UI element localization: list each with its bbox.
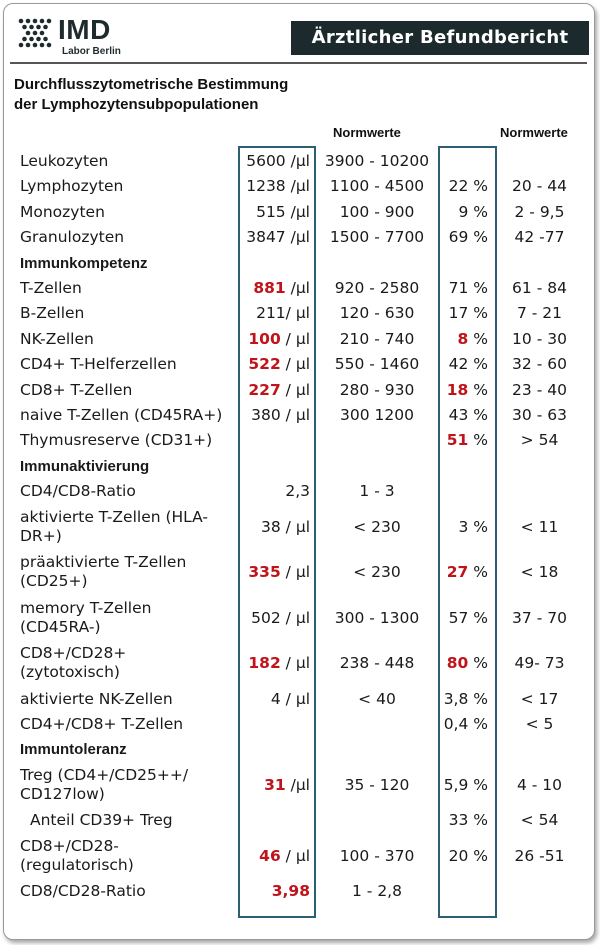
absolute-norm: 238 - 448 <box>339 654 415 673</box>
absolute-norm: 1 - 3 <box>359 482 395 501</box>
percent-value-text: % <box>468 563 488 582</box>
percent-value-text: % <box>468 654 488 673</box>
absolute-value-unit: / µl <box>280 355 310 374</box>
absolute-norm: 1100 - 4500 <box>329 177 425 196</box>
percent-norm: 26 -51 <box>514 846 565 865</box>
absolute-value-unit: / µl <box>280 563 310 582</box>
percent-norm: 10 - 30 <box>512 329 567 348</box>
absolute-value-number: 38 <box>261 517 281 536</box>
absolute-value-number: 5600 <box>246 152 286 170</box>
percent-norm: < 5 <box>525 715 554 733</box>
percent-value-text: 3,8 % <box>443 689 488 708</box>
percent-norm: 61 - 84 <box>512 279 567 297</box>
percent-value-text: % <box>468 329 488 348</box>
percent-value-number: 18 <box>446 380 469 399</box>
absolute-value <box>230 406 310 425</box>
absolute-value-unit: / µl <box>280 654 310 673</box>
percent-norm: 37 - 70 <box>512 608 567 627</box>
absolute-value-number: 3,98 <box>271 882 310 901</box>
absolute-value-number: 380 <box>251 406 281 424</box>
absolute-value-unit: / µl <box>280 329 310 348</box>
row-label: Lymphozyten <box>20 177 124 196</box>
absolute-value <box>230 690 310 709</box>
percent-value <box>436 406 488 425</box>
row-label: Monozyten <box>20 202 105 221</box>
absolute-norm: 280 - 930 <box>339 380 415 399</box>
absolute-value-unit: / µl <box>280 380 310 399</box>
absolute-norm: < 230 <box>353 563 401 582</box>
absolute-value-unit: /µl <box>285 202 310 221</box>
percent-value-text: 43 % <box>448 406 488 424</box>
absolute-norm: 120 - 630 <box>339 304 415 323</box>
percent-norm: 49- 73 <box>514 654 565 673</box>
column-header-norm-percent: Normwerte <box>500 125 568 140</box>
absolute-value-number: 502 <box>251 608 281 627</box>
absolute-value-number: 1238 <box>246 177 286 196</box>
percent-norm: < 18 <box>520 563 559 582</box>
percent-norm: 23 - 40 <box>512 380 567 399</box>
column-header-norm-absolute: Normwerte <box>333 125 401 140</box>
absolute-norm: < 230 <box>353 517 401 536</box>
row-label: CD8+ T-Zellen <box>20 380 133 399</box>
absolute-value-unit: /µl <box>285 775 310 794</box>
row-label: Leukozyten <box>20 152 109 170</box>
absolute-value <box>230 482 310 501</box>
absolute-value <box>230 654 310 673</box>
absolute-value <box>230 518 310 537</box>
report-banner: Ärztlicher Befundbericht <box>291 21 589 55</box>
absolute-norm: 550 - 1460 <box>334 355 420 374</box>
row-label: B-Zellen <box>20 304 85 323</box>
row-label: CD4/CD8-Ratio <box>20 482 136 501</box>
percent-value-text: % <box>468 380 488 399</box>
row-label: Granulozyten <box>20 228 125 247</box>
absolute-value <box>230 563 310 582</box>
section-heading: Immuntoleranz <box>20 741 127 759</box>
row-label: Thymusreserve (CD31+) <box>20 431 213 450</box>
absolute-value-unit: / µl <box>280 689 310 708</box>
absolute-norm: 300 1200 <box>340 406 414 424</box>
absolute-value-number: 335 <box>248 563 281 582</box>
row-label: Treg (CD4+/CD25++/ CD127low) <box>20 765 189 803</box>
absolute-norm: 1 - 2,8 <box>352 882 402 901</box>
percent-value-text: 33 % <box>448 811 488 830</box>
row-label: naive T-Zellen (CD45RA+) <box>20 406 223 424</box>
percent-value <box>436 563 488 582</box>
absolute-value <box>230 609 310 628</box>
absolute-value-number: 522 <box>248 355 281 374</box>
percent-value <box>436 228 488 247</box>
absolute-norm: 1500 - 7700 <box>329 228 425 247</box>
percent-norm: 42 -77 <box>514 228 565 247</box>
absolute-norm: 3900 - 10200 <box>324 152 430 170</box>
logo-dots-icon <box>18 18 52 48</box>
absolute-value-unit: /µl <box>285 279 310 297</box>
absolute-norm: 35 - 120 <box>344 775 410 794</box>
percent-value <box>436 304 488 323</box>
absolute-norm: < 40 <box>358 689 396 708</box>
percent-value-number: 80 <box>446 654 469 673</box>
percent-value <box>436 715 488 734</box>
absolute-value-number: 182 <box>248 654 281 673</box>
percent-norm: 2 - 9,5 <box>514 202 565 221</box>
absolute-value <box>230 776 310 795</box>
percent-value-text: 9 % <box>458 202 488 221</box>
absolute-value <box>230 304 310 323</box>
percent-value <box>436 431 488 450</box>
percent-value-text: 69 % <box>448 228 488 247</box>
header-divider <box>10 62 587 64</box>
logo-name: IMD <box>58 14 111 45</box>
report-title <box>14 75 288 115</box>
row-label: CD4+/CD8+ T-Zellen <box>20 715 184 733</box>
title-line-1: Durchflusszytometrische Bestimmung <box>14 76 289 93</box>
section-heading: Immunaktivierung <box>20 457 150 475</box>
percent-norm: < 11 <box>520 517 559 536</box>
absolute-value <box>230 330 310 349</box>
percent-value <box>436 330 488 349</box>
absolute-value-number: 881 <box>253 279 286 297</box>
percent-value-number: 27 <box>446 563 469 582</box>
absolute-value-number: 2,3 <box>285 482 310 501</box>
absolute-value <box>230 847 310 866</box>
lab-logo <box>18 14 168 64</box>
percent-value-number: 8 <box>457 329 469 348</box>
percent-value <box>436 690 488 709</box>
absolute-value-number: 227 <box>248 380 281 399</box>
absolute-value-unit: /µl <box>285 177 310 196</box>
row-label: NK-Zellen <box>20 329 94 348</box>
absolute-value-number: 4 <box>270 689 281 708</box>
title-line-2: der Lymphozytensubpopulationen <box>14 96 259 113</box>
percent-value <box>436 177 488 196</box>
percent-norm: > 54 <box>520 431 559 450</box>
absolute-value-unit: /µl <box>285 228 310 247</box>
percent-value <box>436 847 488 866</box>
row-label: T-Zellen <box>20 279 82 297</box>
absolute-value <box>230 203 310 222</box>
row-label: memory T-Zellen (CD45RA-) <box>20 598 152 636</box>
percent-norm: 4 - 10 <box>516 775 563 794</box>
percent-value-text: 57 % <box>448 608 488 627</box>
absolute-norm: 100 - 370 <box>339 846 415 865</box>
percent-value <box>436 654 488 673</box>
row-label: CD4+ T-Helferzellen <box>20 355 177 374</box>
section-heading: Immunkompetenz <box>20 254 148 272</box>
absolute-value <box>230 355 310 374</box>
row-label: aktivierte NK-Zellen <box>20 689 173 708</box>
percent-value <box>436 811 488 830</box>
percent-value <box>436 518 488 537</box>
percent-value-text: 17 % <box>448 304 488 323</box>
percent-value <box>436 609 488 628</box>
absolute-value-number: 515 <box>256 202 286 221</box>
percent-norm: 20 - 44 <box>512 177 567 196</box>
percent-norm: < 17 <box>520 689 559 708</box>
percent-value-text: 0,4 % <box>443 715 488 733</box>
percent-value <box>436 203 488 222</box>
absolute-value-number: 31 <box>264 775 286 794</box>
absolute-value <box>230 152 310 171</box>
row-label: CD8/CD28-Ratio <box>20 882 146 901</box>
absolute-value-unit: /µl <box>285 152 310 170</box>
percent-norm: 32 - 60 <box>512 355 567 374</box>
percent-value-text: 5,9 % <box>443 775 488 794</box>
percent-value <box>436 355 488 374</box>
percent-value-text: 20 % <box>448 846 488 865</box>
absolute-value <box>230 882 310 901</box>
percent-value <box>436 776 488 795</box>
row-label: Anteil CD39+ Treg <box>30 811 173 830</box>
percent-norm: < 54 <box>520 811 559 830</box>
percent-value-text: 3 % <box>458 517 488 536</box>
absolute-norm: 920 - 2580 <box>334 279 420 297</box>
absolute-value <box>230 381 310 400</box>
absolute-value-unit: / µl <box>285 304 310 323</box>
percent-value-text: 71 % <box>448 279 488 297</box>
absolute-value-number: 3847 <box>246 228 286 247</box>
row-label: aktivierte T-Zellen (HLA-DR+) <box>20 507 209 545</box>
row-label: CD8+/CD28- (regulatorisch) <box>20 836 134 874</box>
absolute-value <box>230 177 310 196</box>
absolute-value-unit: / µl <box>280 517 310 536</box>
percent-value-text: 42 % <box>448 355 488 374</box>
percent-value <box>436 279 488 298</box>
row-label: präaktivierte T-Zellen (CD25+) <box>20 553 187 591</box>
absolute-value-unit: / µl <box>280 406 310 424</box>
absolute-value-number: 46 <box>259 846 281 865</box>
absolute-value-number: 100 <box>248 329 281 348</box>
absolute-norm: 210 - 740 <box>339 329 415 348</box>
percent-norm: 30 - 63 <box>512 406 567 424</box>
percent-value-number: 51 <box>446 431 469 450</box>
absolute-value <box>230 228 310 247</box>
percent-value-text: % <box>468 431 488 450</box>
absolute-value-unit: / µl <box>280 608 310 627</box>
absolute-norm: 100 - 900 <box>339 202 415 221</box>
percent-norm: 7 - 21 <box>516 304 563 323</box>
logo-subtitle: Labor Berlin <box>62 46 121 57</box>
percent-value-text: 22 % <box>448 177 488 196</box>
absolute-value <box>230 279 310 298</box>
absolute-value-number: 211 <box>256 304 286 323</box>
absolute-norm: 300 - 1300 <box>334 608 420 627</box>
row-label: CD8+/CD28+ (zytotoxisch) <box>20 644 127 682</box>
absolute-value-unit: / µl <box>280 846 310 865</box>
percent-value <box>436 381 488 400</box>
